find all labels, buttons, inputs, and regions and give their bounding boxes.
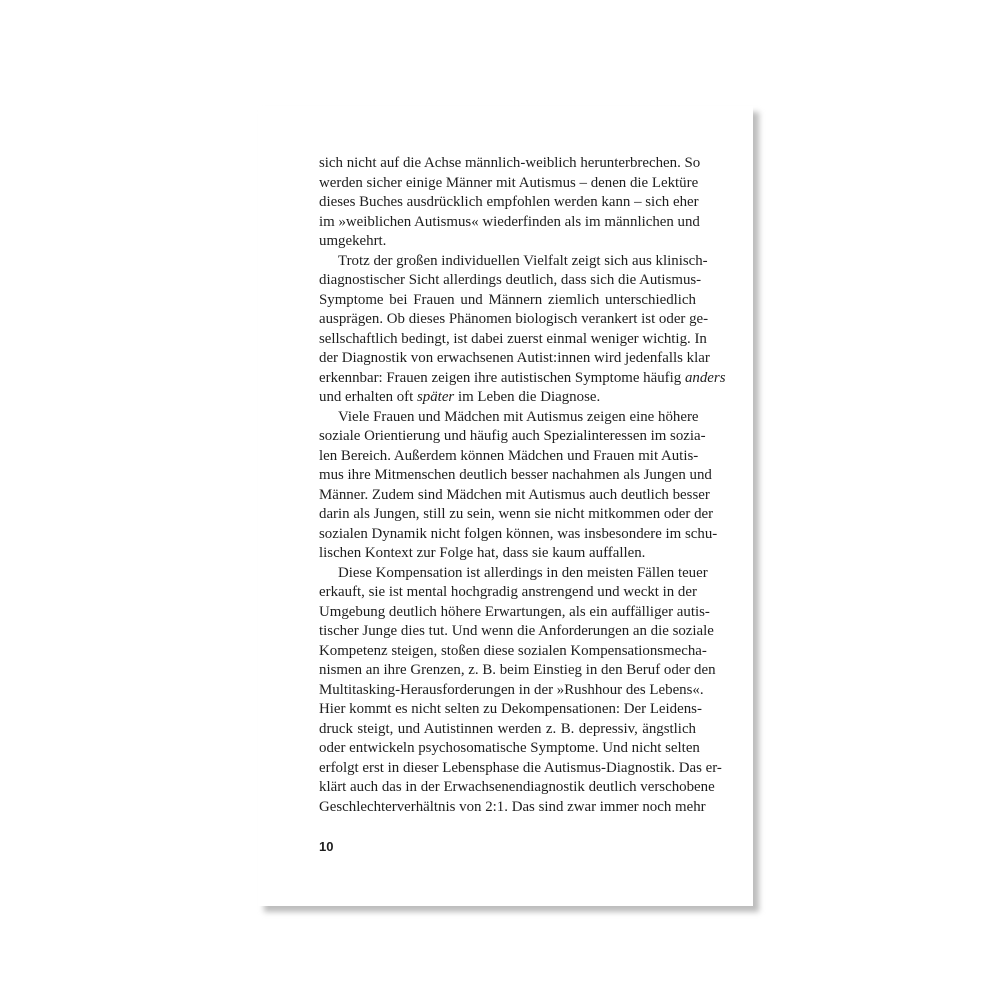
text-line: Symptome bei Frauen und Männern ziemlich unterschiedlich [319, 291, 696, 308]
text-line: werden sicher einige Männer mit Autismus – denen die Lektüre [319, 174, 699, 191]
text-line: Trotz der großen individuellen Vielfalt zeigt sich aus klinisch- [338, 252, 708, 269]
emphasis-text: anders [684, 369, 726, 386]
page-number: 10 [319, 839, 334, 854]
text-line: der Diagnostik von erwachsenen Autist:innen wird jedenfalls klar [319, 350, 710, 366]
text-line: Viele Frauen und Mädchen mit Autismus zeigen eine höhere [338, 408, 699, 425]
text-line: Umgebung deutlich höhere Erwartungen, als ein auffälliger autis- [319, 603, 710, 620]
text-line: erkauft, sie ist mental hochgradig anstrengend und weckt in der [319, 584, 697, 600]
text-line-part: und erhalten oft [319, 389, 417, 405]
body-text [319, 154, 726, 817]
text-line: len Bereich. Außerdem können Mädchen und Frauen mit Autis- [319, 447, 699, 464]
text-line-part: im Leben die Diagnose. [454, 389, 601, 405]
text-line: lischen Kontext zur Folge hat, dass sie kaum auffallen. [319, 545, 646, 561]
text-line: Hier kommt es nicht selten zu Dekompensationen: Der Leidens- [319, 701, 702, 717]
text-line: umgekehrt. [319, 233, 387, 249]
text-line: Männer. Zudem sind Mädchen mit Autismus auch deutlich besser [319, 486, 710, 503]
text-line: Diese Kompensation ist allerdings in den meisten Fällen teuer [338, 564, 708, 581]
text-line: tischer Junge dies tut. Und wenn die Anforderungen an die soziale [319, 623, 714, 639]
text-line: Geschlechterverhältnis von 2:1. Das sind zwar immer noch mehr [319, 798, 706, 815]
text-line: mus ihre Mitmenschen deutlich besser nachahmen als Jungen und [319, 467, 712, 483]
text-line: Multitasking-Herausforderungen in der »Rushhour des Lebens«. [319, 681, 704, 698]
book-page [258, 106, 753, 906]
text-line: soziale Orientierung und häufig auch Spezialinteressen im sozia- [319, 428, 706, 444]
text-line: klärt auch das in der Erwachsenendiagnostik deutlich verschobene [319, 779, 715, 795]
text-line: sich nicht auf die Achse männlich-weiblich herunterbrechen. So [319, 155, 701, 171]
text-line [319, 388, 696, 408]
text-line-part: erkennbar: Frauen zeigen ihre autistischen Symptome häufig [319, 369, 685, 386]
text-line: nismen an ihre Grenzen, z. B. beim Einstieg in den Beruf oder den [319, 662, 716, 678]
text-line: Kompetenz steigen, stoßen diese sozialen Kompensationsmecha- [319, 642, 707, 659]
text-line: erfolgt erst in dieser Lebensphase die Autismus-Diagnostik. Das er- [319, 759, 722, 776]
text-line: druck steigt, und Autistinnen werden z. B. depressiv, ängstlich [319, 720, 696, 737]
text-line [319, 369, 726, 389]
text-line: sozialen Dynamik nicht folgen können, was insbesondere im schu- [319, 525, 718, 542]
text-line: ausprägen. Ob dieses Phänomen biologisch verankert ist oder ge- [319, 311, 709, 327]
text-line: diagnostischer Sicht allerdings deutlich, dass sich die Autismus- [319, 272, 702, 288]
emphasis-text: später [417, 389, 455, 405]
text-line: im »weiblichen Autismus« wiederfinden als im männlichen und [319, 213, 700, 230]
text-line: darin als Jungen, still zu sein, wenn sie nicht mitkommen oder der [319, 506, 714, 522]
text-line: dieses Buches ausdrücklich empfohlen werden kann – sich eher [319, 194, 699, 210]
text-line: sellschaftlich bedingt, ist dabei zuerst einmal weniger wichtig. In [319, 330, 707, 347]
text-line: oder entwickeln psychosomatische Symptome. Und nicht selten [319, 740, 700, 756]
